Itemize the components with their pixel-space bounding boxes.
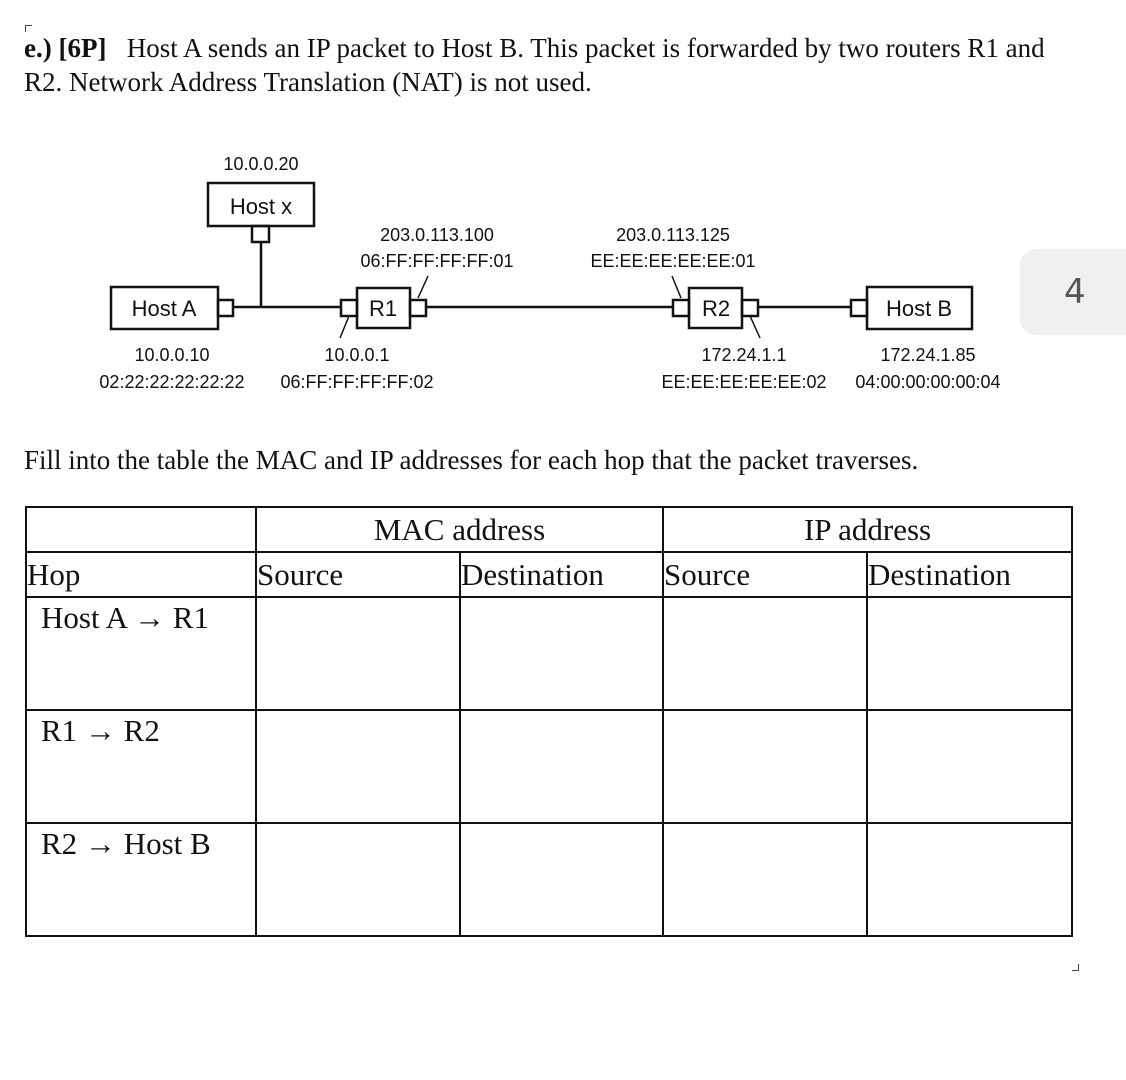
r1-left-ip: 10.0.0.1 bbox=[324, 345, 390, 365]
ip-destination-cell[interactable] bbox=[867, 597, 1072, 710]
r1-label: R1 bbox=[368, 296, 398, 321]
mac-source-cell[interactable] bbox=[256, 710, 460, 823]
mac-destination-cell[interactable] bbox=[460, 823, 663, 936]
host-a-label: Host A bbox=[131, 296, 197, 321]
r2-left-ip: 203.0.113.125 bbox=[616, 225, 730, 245]
instruction-text: Fill into the table the MAC and IP addresses for each hop that the packet traverses. bbox=[24, 445, 919, 475]
host-a-mac: 02:22:22:22:22:22 bbox=[99, 372, 245, 392]
ip-destination-cell[interactable] bbox=[867, 710, 1072, 823]
host-b-port bbox=[851, 300, 867, 316]
ip-source-cell[interactable] bbox=[663, 823, 867, 936]
mac-address-header: MAC address bbox=[256, 507, 663, 552]
hop-header: Hop bbox=[26, 552, 256, 597]
table-row bbox=[26, 710, 1072, 823]
ip-destination-cell[interactable] bbox=[867, 823, 1072, 936]
host-a-ip: 10.0.0.10 bbox=[134, 345, 210, 365]
question-label: e.) bbox=[24, 33, 52, 63]
page-number-badge: 4 bbox=[1020, 249, 1126, 335]
ip-source-cell[interactable] bbox=[663, 597, 867, 710]
ip-address-header: IP address bbox=[663, 507, 1072, 552]
r2-right-mac: EE:EE:EE:EE:EE:02 bbox=[661, 372, 827, 392]
host-b-label: Host B bbox=[885, 296, 953, 321]
host-b-mac: 04:00:00:00:00:04 bbox=[855, 372, 1001, 392]
table-sub-header-row bbox=[26, 552, 1072, 597]
table-corner-cell bbox=[26, 507, 256, 552]
ip-source-header: Source bbox=[663, 552, 867, 597]
r1-left-pointer bbox=[340, 316, 349, 338]
hop-label: R2 → Host B bbox=[26, 823, 256, 936]
mac-source-cell[interactable] bbox=[256, 823, 460, 936]
table-group-header-row bbox=[26, 507, 1072, 552]
network-diagram bbox=[0, 0, 1126, 420]
r1-left-mac: 06:FF:FF:FF:FF:02 bbox=[280, 372, 434, 392]
question-body: Host A sends an IP packet to Host B. This packet is forwarded by two routers R1 and R2. Network Address Translation (NAT) is not used. bbox=[24, 33, 1045, 97]
ip-destination-header: Destination bbox=[867, 552, 1072, 597]
host-a-port bbox=[218, 300, 233, 316]
r2-label: R2 bbox=[701, 296, 731, 321]
r2-right-ip: 172.24.1.1 bbox=[701, 345, 787, 365]
r1-right-pointer bbox=[418, 276, 428, 298]
r2-left-pointer bbox=[672, 276, 681, 298]
mac-destination-header: Destination bbox=[460, 552, 663, 597]
r2-right-pointer bbox=[750, 316, 760, 338]
hop-label: R1 → R2 bbox=[26, 710, 256, 823]
host-x-label: Host x bbox=[229, 194, 293, 219]
host-x-ip: 10.0.0.20 bbox=[223, 154, 299, 174]
question-points: [6P] bbox=[58, 33, 107, 63]
r1-left-port bbox=[341, 300, 357, 316]
mac-source-header: Source bbox=[256, 552, 460, 597]
table-row bbox=[26, 823, 1072, 936]
r1-right-port bbox=[410, 300, 426, 316]
r1-right-ip: 203.0.113.100 bbox=[380, 225, 494, 245]
hop-label: Host A → R1 bbox=[26, 597, 256, 710]
mac-destination-cell[interactable] bbox=[460, 597, 663, 710]
corner-mark-bottom-right bbox=[1072, 964, 1079, 971]
mac-source-cell[interactable] bbox=[256, 597, 460, 710]
ip-source-cell[interactable] bbox=[663, 710, 867, 823]
r2-left-mac: EE:EE:EE:EE:EE:01 bbox=[590, 251, 756, 271]
r2-left-port bbox=[673, 300, 689, 316]
mac-destination-cell[interactable] bbox=[460, 710, 663, 823]
hop-address-table bbox=[25, 506, 1073, 937]
host-x-port bbox=[252, 226, 269, 242]
r1-right-mac: 06:FF:FF:FF:FF:01 bbox=[360, 251, 514, 271]
host-b-ip: 172.24.1.85 bbox=[880, 345, 976, 365]
table-row bbox=[26, 597, 1072, 710]
r2-right-port bbox=[742, 300, 758, 316]
